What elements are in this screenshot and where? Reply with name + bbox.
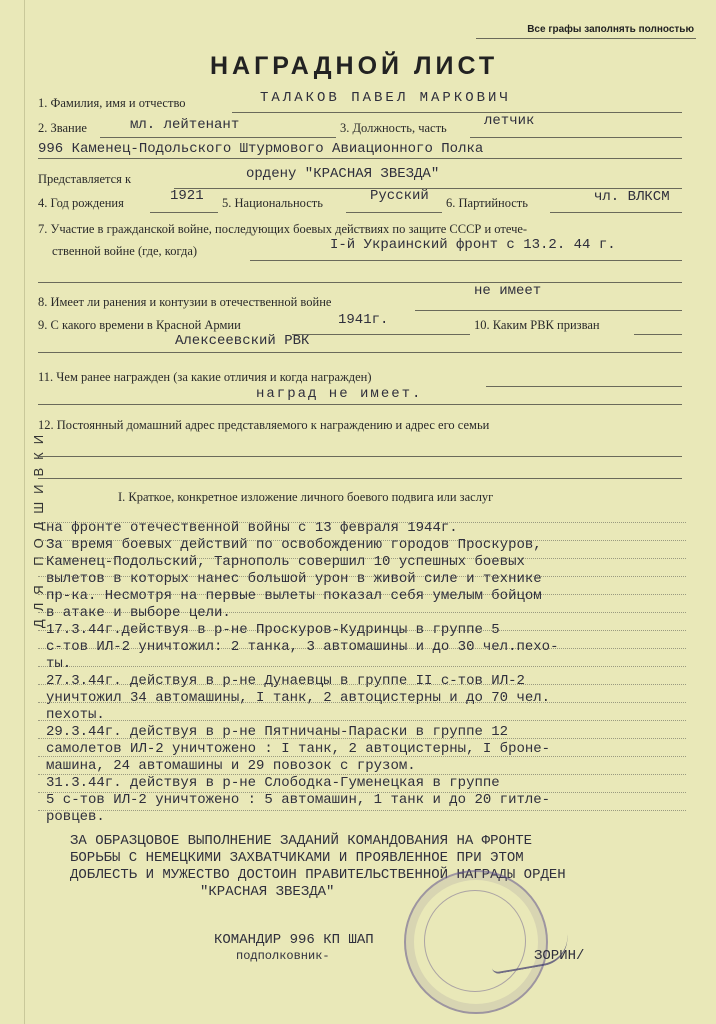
body-line: 29.3.44г. действуя в р-не Пятничаны-Параски в группе 12 [46,724,509,740]
conclusion-line: ДОБЛЕСТЬ И МУЖЕСТВО ДОСТОИН ПРАВИТЕЛЬСТВЕННОЙ НАГРАДЫ ОРДЕН [70,867,566,883]
body-line: самолетов ИЛ-2 уничтожено : I танк, 2 автоцистерны, I броне- [46,741,551,757]
body-line: вылетов в которых нанес большой урон в живой силе и технике [46,571,542,587]
field-1-label: 1. Фамилия, имя и отчество [38,96,186,110]
field-4-value: 1921 [170,188,204,204]
presented-value: ордену "КРАСНАЯ ЗВЕЗДА" [246,166,440,182]
header-note: Все графы заполнять полностью [527,24,694,35]
field-3-value: летчик [484,113,535,129]
commander-line: КОМАНДИР 996 КП ШАП [214,932,374,948]
field-5-value: Русский [370,188,429,204]
page-title: НАГРАДНОЙ ЛИСТ [210,52,499,80]
body-line: пехоты. [46,707,105,723]
field-2-value: мл. лейтенант [130,117,240,133]
body-line: пр-ка. Несмотря на первые вылеты показал себя умелым бойцом [46,588,542,604]
body-line: с-тов ИЛ-2 уничтожил: 2 танка, 3 автомашины и до 30 чел.пехо- [46,639,559,655]
body-line: в атаке и выборе цели. [46,605,231,621]
fold-line [24,0,25,1024]
field-10-label: 10. Каким РВК призван [474,318,600,332]
section-heading: I. Краткое, конкретное изложение личного боевого подвига или заслуг [118,490,494,504]
conclusion-line: "КРАСНАЯ ЗВЕЗДА" [200,884,335,900]
field-2-label: 2. Звание [38,121,87,135]
unit-value: 996 Каменец-Подольского Штурмового Авиационного Полка [38,141,484,157]
field-10-value: Алексеевский РВК [175,333,310,349]
presented-label: Представляется к [38,172,132,186]
field-6-label: 6. Партийность [446,196,528,210]
body-line: уничтожил 34 автомашины, I танк, 2 автоцистерны и до 70 чел. [46,690,551,706]
field-8-value: не имеет [474,283,542,299]
field-11-value: наград не имеет. [256,386,423,402]
conclusion-line: БОРЬБЫ С НЕМЕЦКИМИ ЗАХВАТЧИКАМИ И ПРОЯВЛЕННОЕ ПРИ ЭТОМ [70,850,524,866]
body-line: на фронте отечественной войны с 13 февраля 1944г. [46,520,458,536]
body-line: ровцев. [46,809,105,825]
conclusion-line: ЗА ОБРАЗЦОВОЕ ВЫПОЛНЕНИЕ ЗАДАНИЙ КОМАНДОВАНИЯ НА ФРОНТЕ [70,833,533,849]
body-line: машина, 24 автомашины и 29 повозок с грузом. [46,758,416,774]
field-1-value: ТАЛАКОВ ПАВЕЛ МАРКОВИЧ [260,90,511,106]
field-6-value: чл. ВЛКСМ [594,189,670,205]
field-11-label: 11. Чем ранее награжден (за какие отличия и когда награжден) [38,370,372,384]
field-5-label: 5. Национальность [222,196,323,210]
body-line: 17.3.44г.действуя в р-не Проскуров-Кудринцы в группе 5 [46,622,500,638]
field-4-label: 4. Год рождения [38,196,124,210]
field-7-label-1: 7. Участие в гражданской войне, последующих боевых действиях по защите СССР и отече- [38,222,528,236]
side-label: ДЛЯ ПОДШИВКИ [31,426,47,629]
commander-rank: подполковник- [236,949,330,963]
body-line: За время боевых действий по освобождению городов Проскуров, [46,537,542,553]
field-3-label: 3. Должность, часть [340,121,447,135]
field-7-label-2: ственной войне (где, когда) [52,244,198,258]
commander-name: ЗОРИН/ [534,948,585,964]
field-7-value: I-й Украинский фронт с 13.2. 44 г. [330,237,616,253]
body-line: 27.3.44г. действуя в р-не Дунаевцы в группе II с-тов ИЛ-2 [46,673,525,689]
field-12-label: 12. Постоянный домашний адрес представляемого к награждению и адрес его семьи [38,418,490,432]
body-line: ты. [46,656,72,672]
field-9-value: 1941г. [338,312,389,328]
body-line: 5 с-тов ИЛ-2 уничтожено : 5 автомашин, 1 танк и до 20 гитле- [46,792,551,808]
body-line: Каменец-Подольский, Тарнополь совершил 10 успешных боевых [46,554,525,570]
field-8-label: 8. Имеет ли ранения и контузии в отечественной войне [38,295,332,309]
field-9-label: 9. С какого времени в Красной Армии [38,318,241,332]
body-line: 31.3.44г. действуя в р-не Слободка-Гуменецкая в группе [46,775,500,791]
